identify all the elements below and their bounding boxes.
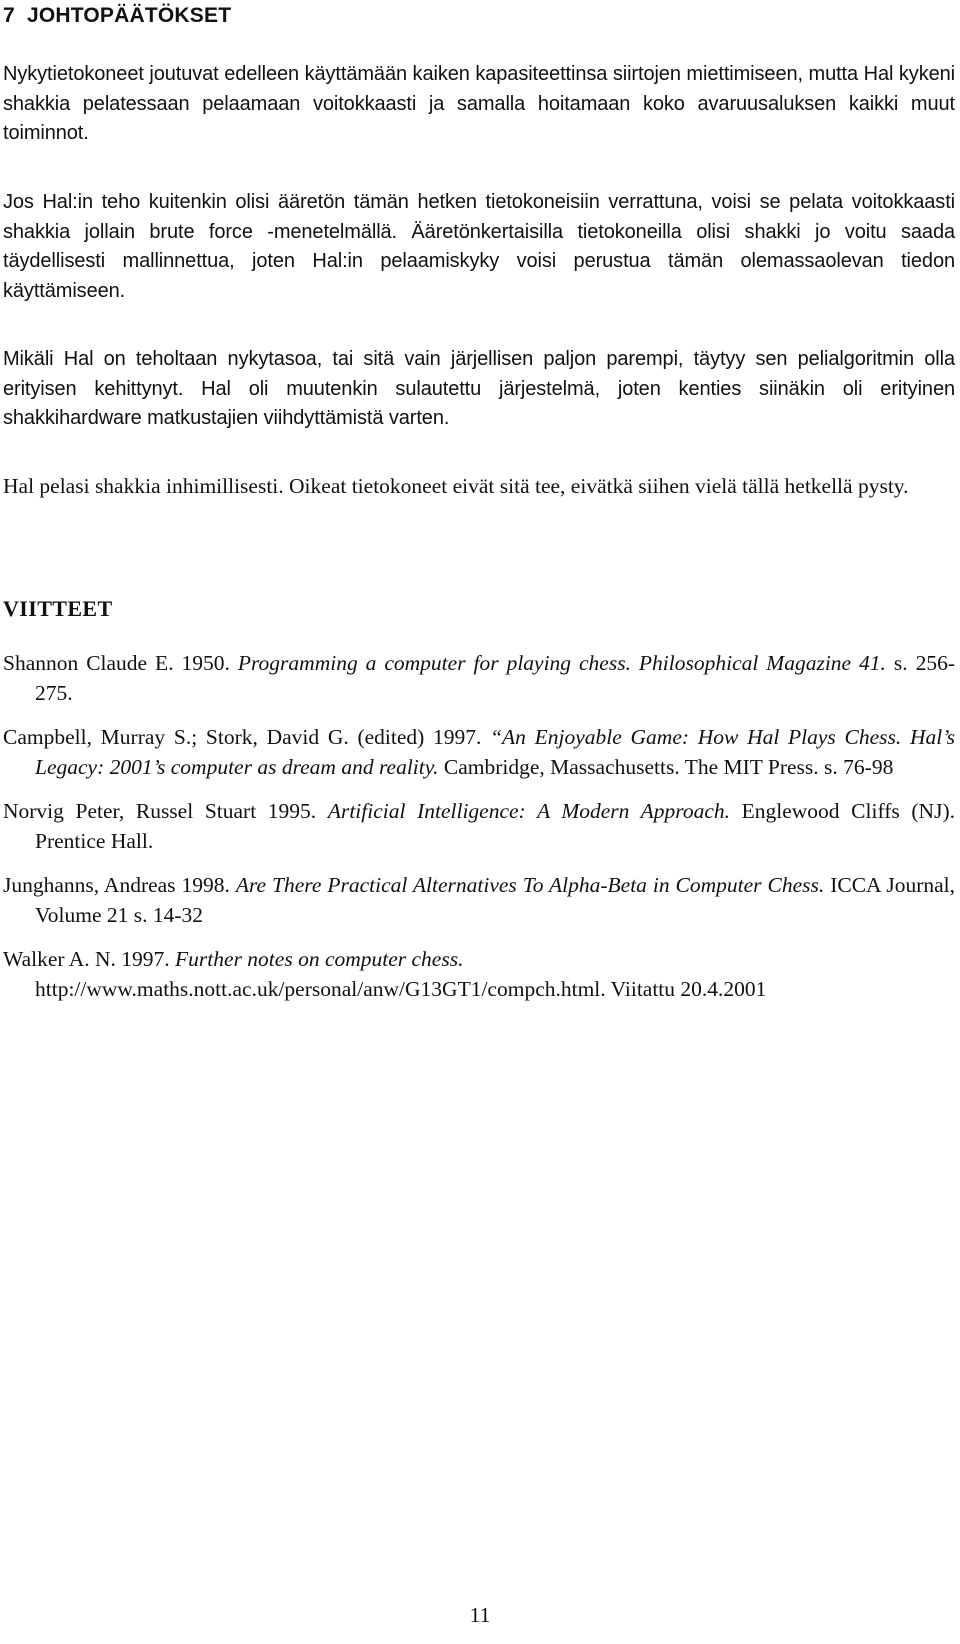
page-number: 11 [469, 1603, 491, 1627]
reference-authors: Junghanns, Andreas 1998. [3, 873, 236, 897]
section-title: JOHTOPÄÄTÖKSET [26, 4, 232, 27]
reference-authors: Shannon Claude E. 1950. [3, 651, 238, 675]
reference-details: Englewood Cliffs (NJ). Prentice Hall. [35, 799, 955, 853]
section-heading [3, 3, 231, 29]
reference-authors: Walker A. N. 1997. [3, 947, 176, 971]
paragraph-1: Nykytietokoneet joutuvat edelleen käyttämään kaiken kapasiteettinsa siirtojen miettimiseen, mutta Hal kykeni shakkia pelatessaan pelaamaan voitokkaasti ja samalla hoitamaan koko avaruusaluksen kaikki muut toiminnot. [3, 63, 955, 144]
reference-authors: Campbell, Murray S.; Stork, David G. (edited) 1997. [3, 725, 491, 749]
reference-title: Are There Practical Alternatives To Alpha-Beta in Computer Chess. [235, 873, 825, 897]
paragraph-2: Jos Hal:in teho kuitenkin olisi ääretön tämän hetken tietokoneisiin verrattuna, voisi se pelata voitokkaasti shakkia jollain brute force -menetelmällä. Ääretönkertaisilla tietokoneilla olisi shakki jo voitu saada täydellisesti mallinnettua, joten Hal:in pelaamiskyky voisi perustua tämän olemassaolevan tiedon käyttämiseen. [3, 191, 955, 302]
reference-details: s. 256-275. [35, 651, 955, 705]
reference-title: Artificial Intelligence: A Modern Approach. [327, 799, 730, 823]
reference-list [3, 648, 955, 1018]
reference-title: “An Enjoyable Game: How Hal Plays Chess. Hal’s Legacy: 2001’s computer as dream and reality. [35, 725, 955, 779]
reference-item [3, 648, 955, 708]
reference-item [3, 722, 955, 782]
section-number: 7 [3, 4, 15, 27]
reference-item [3, 870, 955, 930]
reference-item [3, 796, 955, 856]
reference-details: Cambridge, Massachusetts. The MIT Press. s. 76-98 [438, 755, 894, 779]
references-heading: VIITTEET [3, 596, 113, 621]
reference-title: Further notes on computer chess. [175, 947, 464, 971]
reference-details: ICCA Journal, Volume 21 s. 14-32 [35, 873, 955, 927]
paragraph-4: Hal pelasi shakkia inhimillisesti. Oikeat tietokoneet eivät sitä tee, eivätkä siihen vielä tällä hetkellä pysty. [3, 474, 909, 498]
reference-authors: Norvig Peter, Russel Stuart 1995. [3, 799, 328, 823]
paragraph-3: Mikäli Hal on teholtaan nykytasoa, tai sitä vain järjellisen paljon parempi, täytyy sen pelialgoritmin olla erityisen kehittynyt. Hal oli muutenkin sulautettu järjestelmä, joten kenties siinäkin oli erityinen shakkihardware matkustajien viihdyttämistä varten. [3, 348, 955, 429]
reference-url: http://www.maths.nott.ac.uk/personal/anw/G13GT1/compch.html. Viitattu 20.4.2001 [35, 977, 767, 1001]
reference-title: Programming a computer for playing chess. Philosophical Magazine 41. [237, 651, 886, 675]
reference-item [3, 944, 955, 1004]
